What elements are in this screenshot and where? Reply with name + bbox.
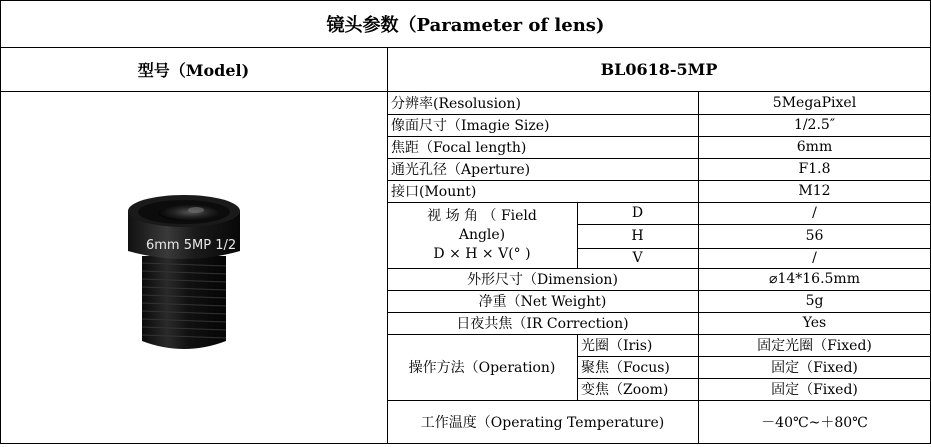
- focal-length-value: 6mm: [796, 139, 833, 155]
- field-angle-line1: 视 场 角 （ Field: [427, 207, 537, 224]
- lens-image: [0, 91, 387, 443]
- aperture-value: F1.8: [798, 161, 831, 177]
- table-title: 镜头参数（Parameter of lens): [326, 14, 605, 36]
- focus-label: 聚焦（Focus): [581, 360, 670, 376]
- resolution-value: 5MegaPixel: [772, 94, 857, 111]
- fov-v-value: /: [812, 250, 817, 266]
- aperture-label: 通光孔径（Aperture): [391, 162, 531, 178]
- focus-value: 固定（Fixed): [771, 360, 858, 376]
- image-size-label: 像面尺寸（Imagie Size): [391, 118, 550, 134]
- resolution-label: 分辨率(Resolusion): [391, 95, 521, 112]
- field-angle-label: [387, 202, 577, 268]
- model-label: 型号（Model): [137, 60, 250, 80]
- field-angle-line3: D × H × V(° ): [433, 245, 531, 262]
- mount-label: 接口(Mount): [391, 184, 477, 200]
- iris-value: 固定光圈（Fixed): [757, 338, 872, 354]
- dimension-value: ⌀14*16.5mm: [769, 271, 860, 287]
- model-value: BL0618-5MP: [600, 59, 718, 79]
- zoom-value: 固定（Fixed): [771, 382, 858, 398]
- image-size-value: 1/2.5″: [793, 117, 836, 133]
- focal-length-label: 焦距（Focal length): [391, 140, 527, 156]
- temperature-label: 工作温度（Operating Temperature): [420, 414, 665, 431]
- zoom-label: 变焦（Zoom): [581, 382, 669, 398]
- fov-v-axis: V: [632, 250, 643, 266]
- operation-label: 操作方法（Operation): [408, 360, 556, 376]
- fov-h-value: 56: [805, 228, 824, 244]
- ir-value: Yes: [802, 315, 827, 331]
- fov-d-value: /: [812, 205, 817, 221]
- iris-label: 光圈（Iris): [581, 338, 653, 354]
- weight-label: 净重（Net Weight): [478, 294, 607, 310]
- lens-marking: 6mm 5MP 1/2: [146, 238, 237, 253]
- lens-photo: [0, 91, 387, 443]
- temperature-value: －40℃~＋80℃: [761, 414, 868, 431]
- fov-d-axis: D: [631, 205, 644, 221]
- weight-value: 5g: [805, 293, 824, 309]
- field-angle-line2: Angle): [458, 226, 506, 243]
- dimension-label: 外形尺寸（Dimension): [467, 272, 618, 288]
- fov-h-axis: H: [631, 228, 644, 244]
- mount-value: M12: [798, 183, 831, 199]
- ir-label: 日夜共焦（IR Correction): [456, 316, 629, 332]
